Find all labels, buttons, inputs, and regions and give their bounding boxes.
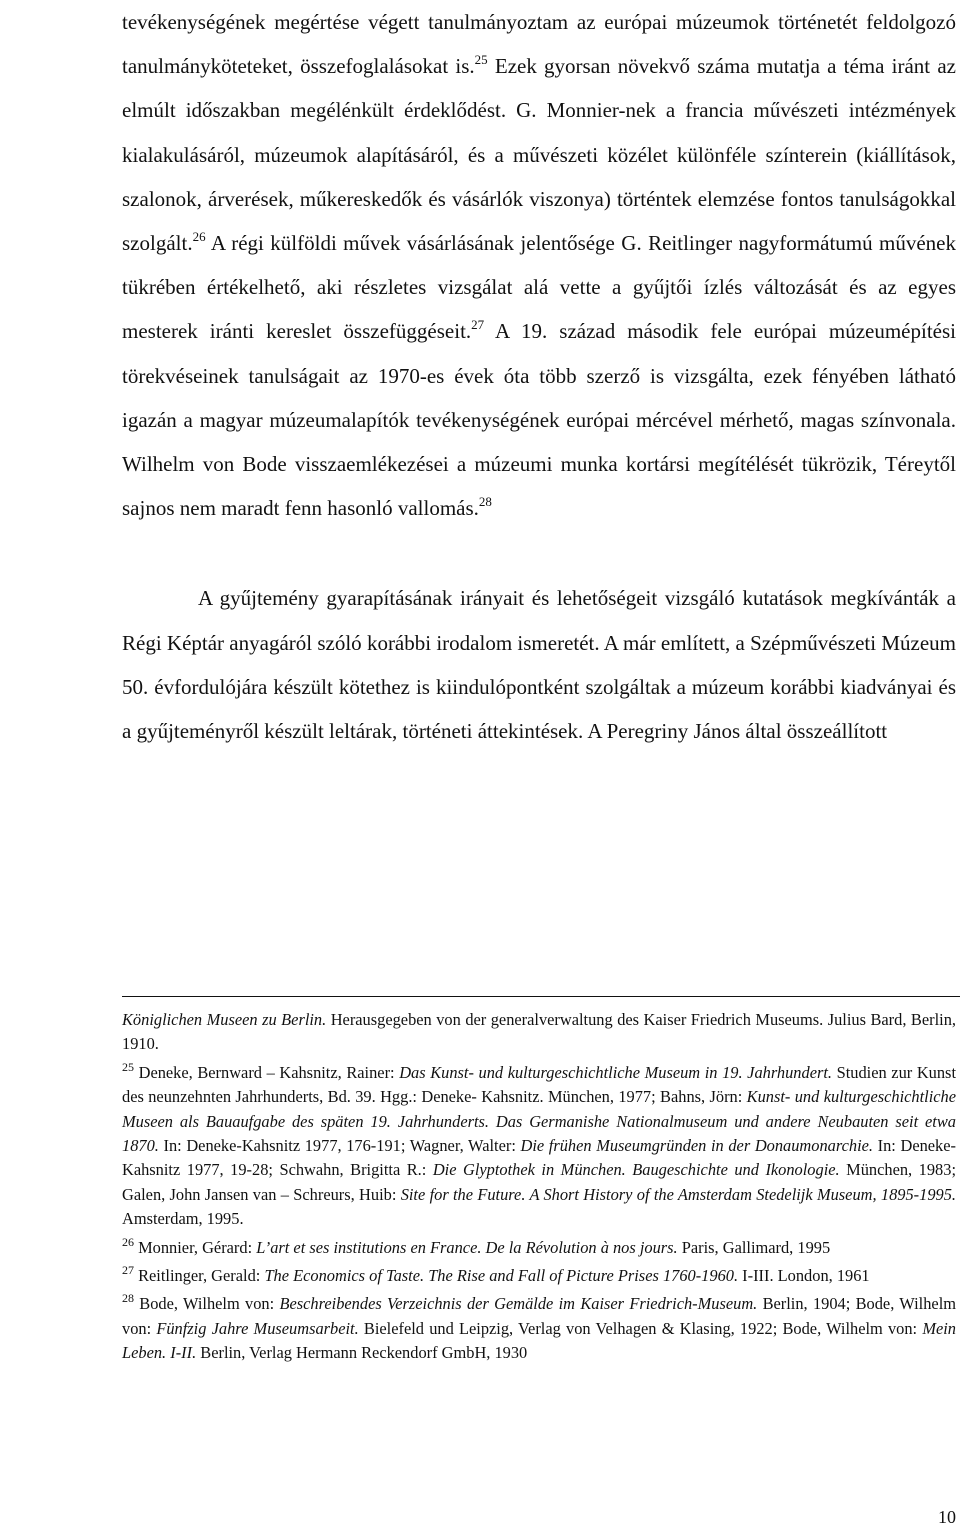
footnote-26: $^{26}$ Monnier, Gérard: L’art et ses institutions en France. De la Révolution à nos jours. Paris, Gallimard, 1995 [122, 1234, 831, 1257]
main-text [122, 0, 956, 753]
footnote-25: $^{25}$ Deneke, Bernward – Kahsnitz, Rainer: Das Kunst- und kulturgeschichtliche Museum in 19. Jahrhundert. Studien zur Kunst des neunzehnten Jahrhunderts, Bd. 39. Hgg.: Deneke- Kahsnitz. München, 1977; Bahns, Jörn: Kunst- und kulturgeschichtliche Museen als Bauaufgabe des späten 19. Jahrhunderts. Das Germanishe Nationalmuseum und andere Neubauten seit etwa 1870. In: Deneke-Kahsnitz 1977, 176-191; Wagner, Walter: Die frühen Museumgründen in der Donaumonarchie. In: Deneke-Kahsnitz 1977, 19-28; Schwahn, Brigitta R.: Die Glyptothek in München. Baugeschichte und Ikonologie. München, 1983; Galen, John Jansen van – Schreurs, Huib: Site for the Future. A Short History of the Amsterdam Stedelijk Museum, 1895-1995. Amsterdam, 1995. [122, 1059, 956, 1229]
footnote-27: $^{27}$ Reitlinger, Gerald: The Economics of Taste. The Rise and Fall of Picture Prises 1760-1960. I-III. London, 1961 [122, 1263, 870, 1286]
footnote-number: 27 [122, 1263, 134, 1278]
footnote-continuation: Königlichen Museen zu Berlin. Herausgegeben von der generalverwaltung des Kaiser Friedrich Museums. Julius Bard, Berlin, 1910. [122, 1010, 956, 1054]
footnote-ref-28[interactable]: 28 [478, 494, 492, 510]
paragraph-1: tevékenységének megértése végett tanulmányoztam az európai múzeumok történetét feldolgozó tanulmányköteteket, összefoglalásokat is.$^{25}$ Ezek gyorsan növekvő száma mutatja a téma iránt az elmúlt időszakban megélénkült érdeklődést. G. Monnier-nek a francia művészeti intézmények kialakulásáról, múzeumok alapításáról, és a művészeti közélet különféle színterein (kiállítások, szalonok, árverések, műkereskedők és vásárlók viszonya) történtek elemzése fontos tanulságokkal szolgált.$^{26}$ A régi külföldi művek vásárlásának jelentősége G. Reitlinger nagyformátumú művének tükrében értékelhető, aki részletes vizsgálat alá vette a gyűjtői ízlés változását és az egyes mesterek iránti kereslet összefüggéseit.$^{27}$ A 19. század második fele európai múzeumépítési törekvéseinek tanulságait az 1970-es évek óta több szerző is vizsgálta, ezek fényében látható igazán a magyar múzeumalapítók tevékenységének európai mércével mérhető, magas színvonala. Wilhelm von Bode visszaemlékezései a múzeumi munka kortársi megítélését tükrözik, Téreytől sajnos nem maradt fenn hasonló vallomás.$^{28}$ [122, 10, 956, 521]
footnote-28: $^{28}$ Bode, Wilhelm von: Beschreibendes Verzeichnis der Gemälde im Kaiser Friedrich-Museum. Berlin, 1904; Bode, Wilhelm von: Fünfzig Jahre Museumsarbeit. Bielefeld und Leipzig, Verlag von Velhagen & Klasing, 1922; Bode, Wilhelm von: Mein Leben. I-II. Berlin, Verlag Hermann Reckendorf GmbH, 1930 [122, 1291, 956, 1363]
paragraph-2: A gyűjtemény gyarapításának irányait és lehetőségeit vizsgáló kutatások megkívánták a Régi Képtár anyagáról szóló korábbi irodalom ismeretét. A már említett, a Szépművészeti Múzeum 50. évfordulójára készült kötethez is kiindulópontként szolgáltak a múzeum korábbi kiadványai és a gyűjteményről készült leltárak, történeti áttekintések. A Peregriny János által összeállított [122, 586, 956, 744]
footnote-number: 26 [122, 1234, 134, 1249]
footnote-number: 25 [122, 1059, 134, 1074]
footnote-separator [122, 996, 960, 997]
page-number: 10 [938, 1507, 956, 1527]
footnote-ref-26[interactable]: 26 [192, 229, 206, 245]
footnote-ref-27[interactable]: 27 [471, 317, 485, 333]
footnotes [122, 1008, 956, 1366]
footnote-number: 28 [122, 1291, 134, 1306]
footnote-ref-25[interactable]: 25 [474, 52, 488, 68]
